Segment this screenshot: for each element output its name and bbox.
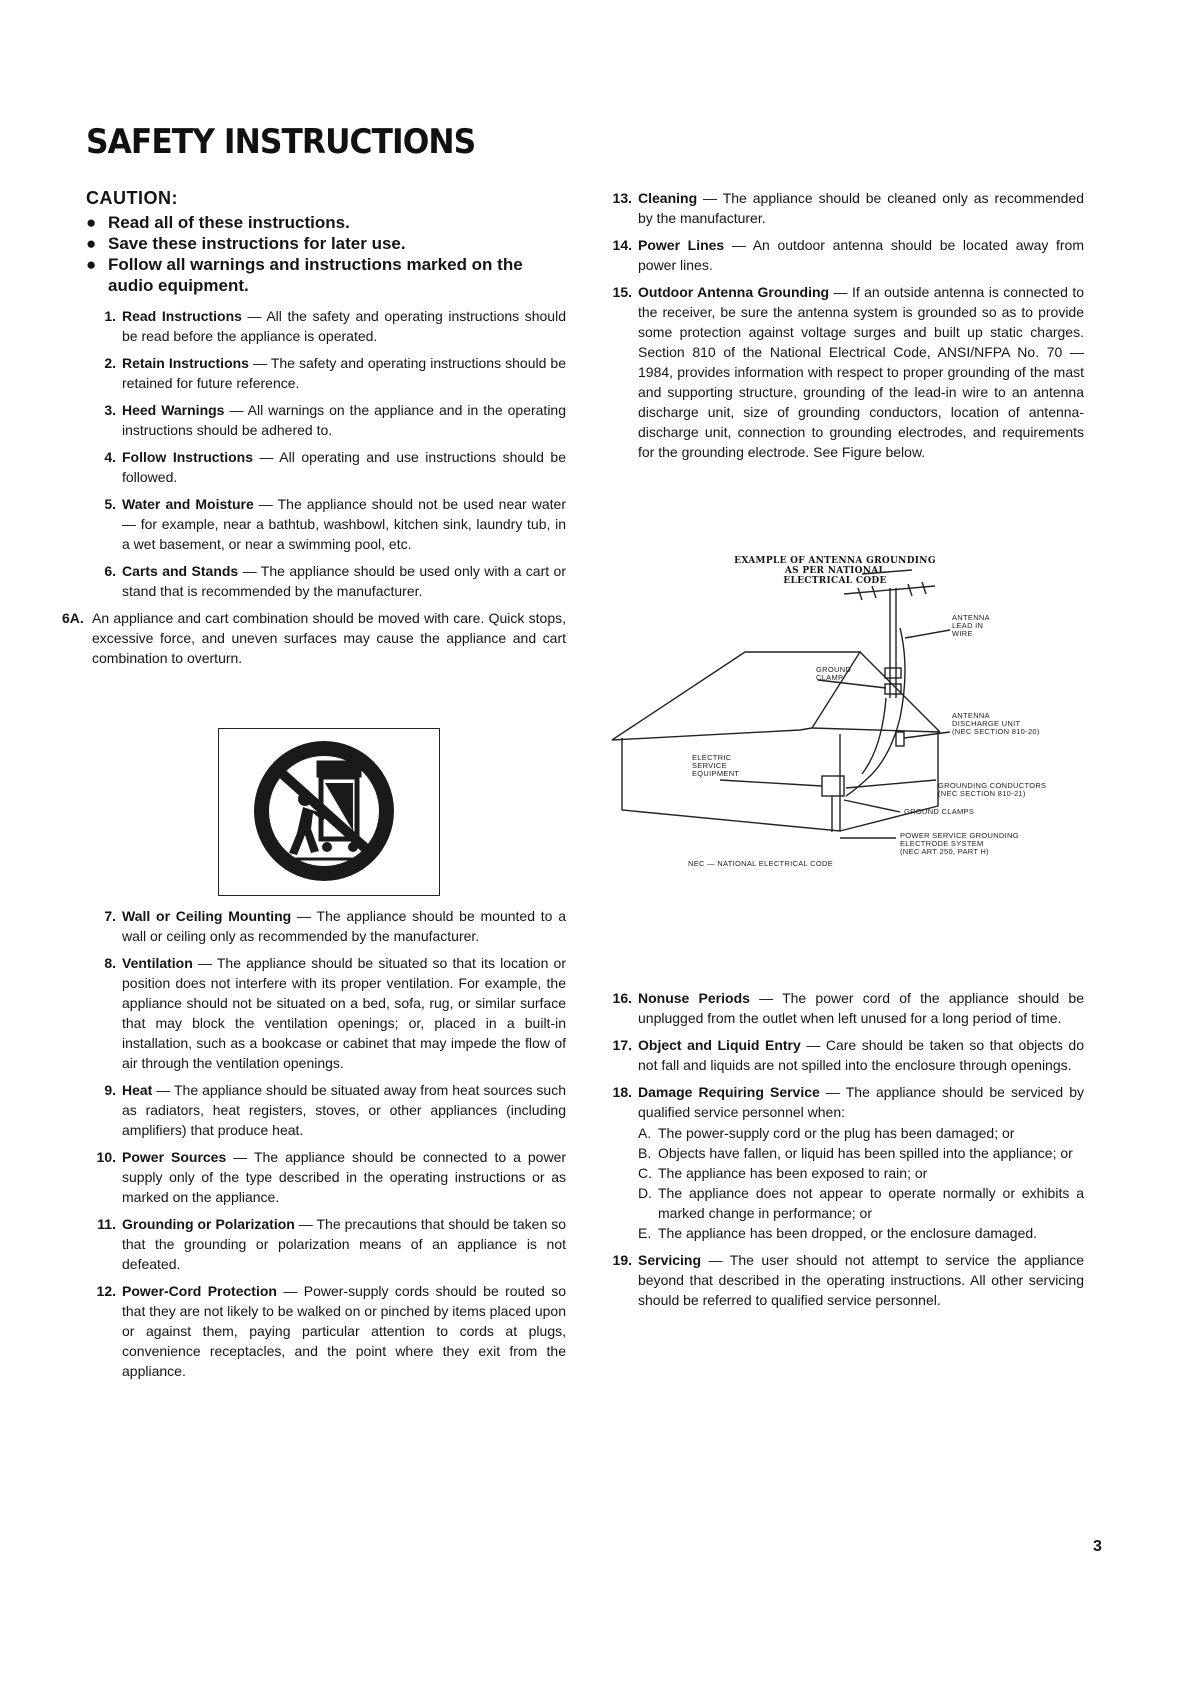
- cart-warning-figure: [218, 728, 440, 896]
- instruction-item: 2. Retain Instructions — The safety and operating instructions should be retained for future reference.: [104, 355, 567, 391]
- page-number: 3: [1093, 1538, 1102, 1555]
- instruction-term: Power Sources: [122, 1149, 227, 1165]
- sub-list: [638, 1123, 1084, 1243]
- sub-item: B. Objects have fallen, or liquid has been spilled into the appliance; or: [638, 1145, 1073, 1161]
- instruction-term: Power-Cord Protection: [122, 1283, 277, 1299]
- instruction-term: Ventilation: [122, 955, 193, 971]
- instruction-item: 18. Damage Requiring Service — The appliance should be serviced by qualified service personnel when: A. The power-supply cord or the plug has been damaged; or B. Objects have fallen, or liquid has been spilled into the appliance; or C. The appliance has been exposed to rain; or D. The appliance does not appear to operate normally or exhibits a marked change in performance; or E. The appliance has been dropped, or the enclosure damaged.: [612, 1084, 1085, 1241]
- instruction-term: Outdoor Antenna Grounding: [638, 284, 830, 300]
- instruction-item: 3. Heed Warnings — All warnings on the appliance and in the operating instructions should be adhered to.: [104, 402, 567, 438]
- service-equipment-label: ELECTRIC SERVICE EQUIPMENT: [692, 753, 740, 778]
- nec-note: NEC — NATIONAL ELECTRICAL CODE: [688, 859, 833, 868]
- instruction-term: Grounding or Polarization: [122, 1216, 295, 1232]
- instruction-term: Power Lines: [638, 237, 725, 253]
- antenna-grounding-figure: [600, 548, 1090, 934]
- bullet-icon: ●: [86, 255, 97, 274]
- instruction-item: 12. Power-Cord Protection — Power-supply cords should be routed so that they are not likely to be walked on or pinched by items placed upon or against them, paying particular attention to cords at plugs, convenience receptacles, and the point where they exit from the appliance.: [96, 1283, 566, 1379]
- instruction-item: 14. Power Lines — An outdoor antenna should be located away from power lines.: [612, 237, 1085, 273]
- instruction-item: 15. Outdoor Antenna Grounding — If an outside antenna is connected to the receiver, be sure the antenna system is grounded so as to provide some protection against voltage surges and built up static charges. Section 810 of the National Electrical Code, ANSI/NFPA No. 70 — 1984, provides information with respect to proper grounding of the mast and supporting structure, grounding of the lead-in wire to an antenna discharge unit, size of grounding conductors, location of antenna-discharge unit, connection to grounding electrodes, and requirements for the grounding electrode. See Figure below.: [612, 284, 1084, 460]
- instruction-term: Wall or Ceiling Mounting: [122, 908, 292, 924]
- instruction-term: Follow Instructions: [122, 449, 253, 465]
- caution-heading: CAUTION:: [86, 188, 178, 208]
- instruction-item: 8. Ventilation — The appliance should be situated so that its location or position does not interfere with its proper ventilation. For example, the appliance should not be situated on a bed, sofa, rug, or similar surface that may block the ventilation openings; or, placed in a built-in installation, such as a bookcase or cabinet that may impede the flow of air through the ventilation openings.: [104, 955, 566, 1071]
- ground-clamps-label: GROUND CLAMPS: [904, 807, 975, 816]
- instruction-term: Water and Moisture: [122, 496, 254, 512]
- instruction-item: 6A. An appliance and cart combination should be moved with care. Quick stops, excessive force, and uneven surfaces may cause the appliance and cart combination to overturn.: [62, 610, 566, 666]
- house-diagram: [600, 548, 1090, 934]
- instruction-item: 6. Carts and Stands — The appliance should be used only with a cart or stand that is recommended by the manufacturer.: [104, 563, 567, 599]
- instruction-item: 5. Water and Moisture — The appliance should not be used near water — for example, near a bathtub, washbowl, kitchen sink, laundry tub, in a wet basement, or near a swimming pool, etc.: [104, 496, 566, 552]
- instruction-item: 9. Heat — The appliance should be situated away from heat sources such as radiators, heat registers, stoves, or other appliances (including amplifiers) that produce heat.: [104, 1082, 566, 1138]
- figure-title: EXAMPLE OF ANTENNA GROUNDING AS PER NATIONAL ELECTRICAL CODE: [734, 556, 936, 586]
- instruction-item: 4. Follow Instructions — All operating and use instructions should be followed.: [104, 449, 566, 485]
- instruction-term: Retain Instructions: [122, 355, 249, 371]
- left-column: [62, 188, 567, 675]
- instruction-term: Servicing: [638, 1252, 702, 1268]
- lead-in-wire-label: ANTENNA LEAD IN WIRE: [952, 613, 990, 638]
- instruction-item: 1. Read Instructions — All the safety and operating instructions should be read before the appliance is operated.: [104, 308, 566, 344]
- instruction-term: Object and Liquid Entry: [638, 1037, 801, 1053]
- bullet-icon: ●: [86, 213, 97, 232]
- left-column-lower: [86, 906, 566, 1388]
- instruction-item: 17. Object and Liquid Entry — Care should be taken so that objects do not fall and liquids are not spilled into the enclosure through openings.: [612, 1037, 1084, 1073]
- sub-item: A. The power-supply cord or the plug has been damaged; or: [638, 1125, 1015, 1141]
- instruction-item: 16. Nonuse Periods — The power cord of the appliance should be unplugged from the outlet when left unused for a long period of time.: [612, 990, 1084, 1026]
- grounding-conductors-label: GROUNDING CONDUCTORS (NEC SECTION 810-21): [938, 781, 1047, 798]
- discharge-unit-label: ANTENNA DISCHARGE UNIT (NEC SECTION 810-20): [952, 711, 1040, 736]
- no-cart-tipping-icon: [219, 729, 438, 894]
- instruction-item: 7. Wall or Ceiling Mounting — The appliance should be mounted to a wall or ceiling only as recommended by the manufacturer.: [104, 908, 567, 944]
- instruction-item: 13. Cleaning — The appliance should be cleaned only as recommended by the manufacturer.: [612, 190, 1084, 226]
- sub-item: C. The appliance has been exposed to rain; or: [638, 1165, 928, 1181]
- instruction-term: Cleaning: [638, 190, 698, 206]
- caution-list: [86, 212, 566, 296]
- instruction-item: 10. Power Sources — The appliance should be connected to a power supply only of the type described in the operating instructions or as marked on the appliance.: [96, 1149, 567, 1205]
- instruction-item: 11. Grounding or Polarization — The precautions that should be taken so that the grounding or polarization means of an appliance is not defeated.: [97, 1216, 566, 1272]
- page-title: SAFETY INSTRUCTIONS: [86, 122, 476, 162]
- instruction-term: Read Instructions: [122, 308, 242, 324]
- ground-clamp-label: GROUND CLAMP: [816, 665, 852, 682]
- right-column-lower: [602, 988, 1084, 1317]
- instruction-item: 19. Servicing — The user should not attempt to service the appliance beyond that described in the operating instructions. All other servicing should be referred to qualified service personnel.: [612, 1252, 1084, 1308]
- instruction-term: Nonuse Periods: [638, 990, 750, 1006]
- sub-item: D. The appliance does not appear to operate normally or exhibits a marked change in performance; or: [638, 1185, 1084, 1221]
- instruction-term: Damage Requiring Service: [638, 1084, 820, 1100]
- instruction-term: Carts and Stands: [122, 563, 239, 579]
- instruction-term: Heed Warnings: [122, 402, 225, 418]
- bullet-icon: ●: [86, 234, 97, 253]
- sub-item: E. The appliance has been dropped, or the enclosure damaged.: [638, 1225, 1038, 1241]
- instruction-term: Heat: [122, 1082, 153, 1098]
- electrode-system-label: POWER SERVICE GROUNDING ELECTRODE SYSTEM (NEC ART 250, PART H): [900, 831, 1019, 856]
- caution-item: ● Save these instructions for later use.: [86, 234, 406, 253]
- caution-item: ● Follow all warnings and instructions marked on the audio equipment.: [86, 255, 523, 295]
- right-column: [602, 188, 1084, 469]
- caution-item: ● Read all of these instructions.: [86, 213, 350, 232]
